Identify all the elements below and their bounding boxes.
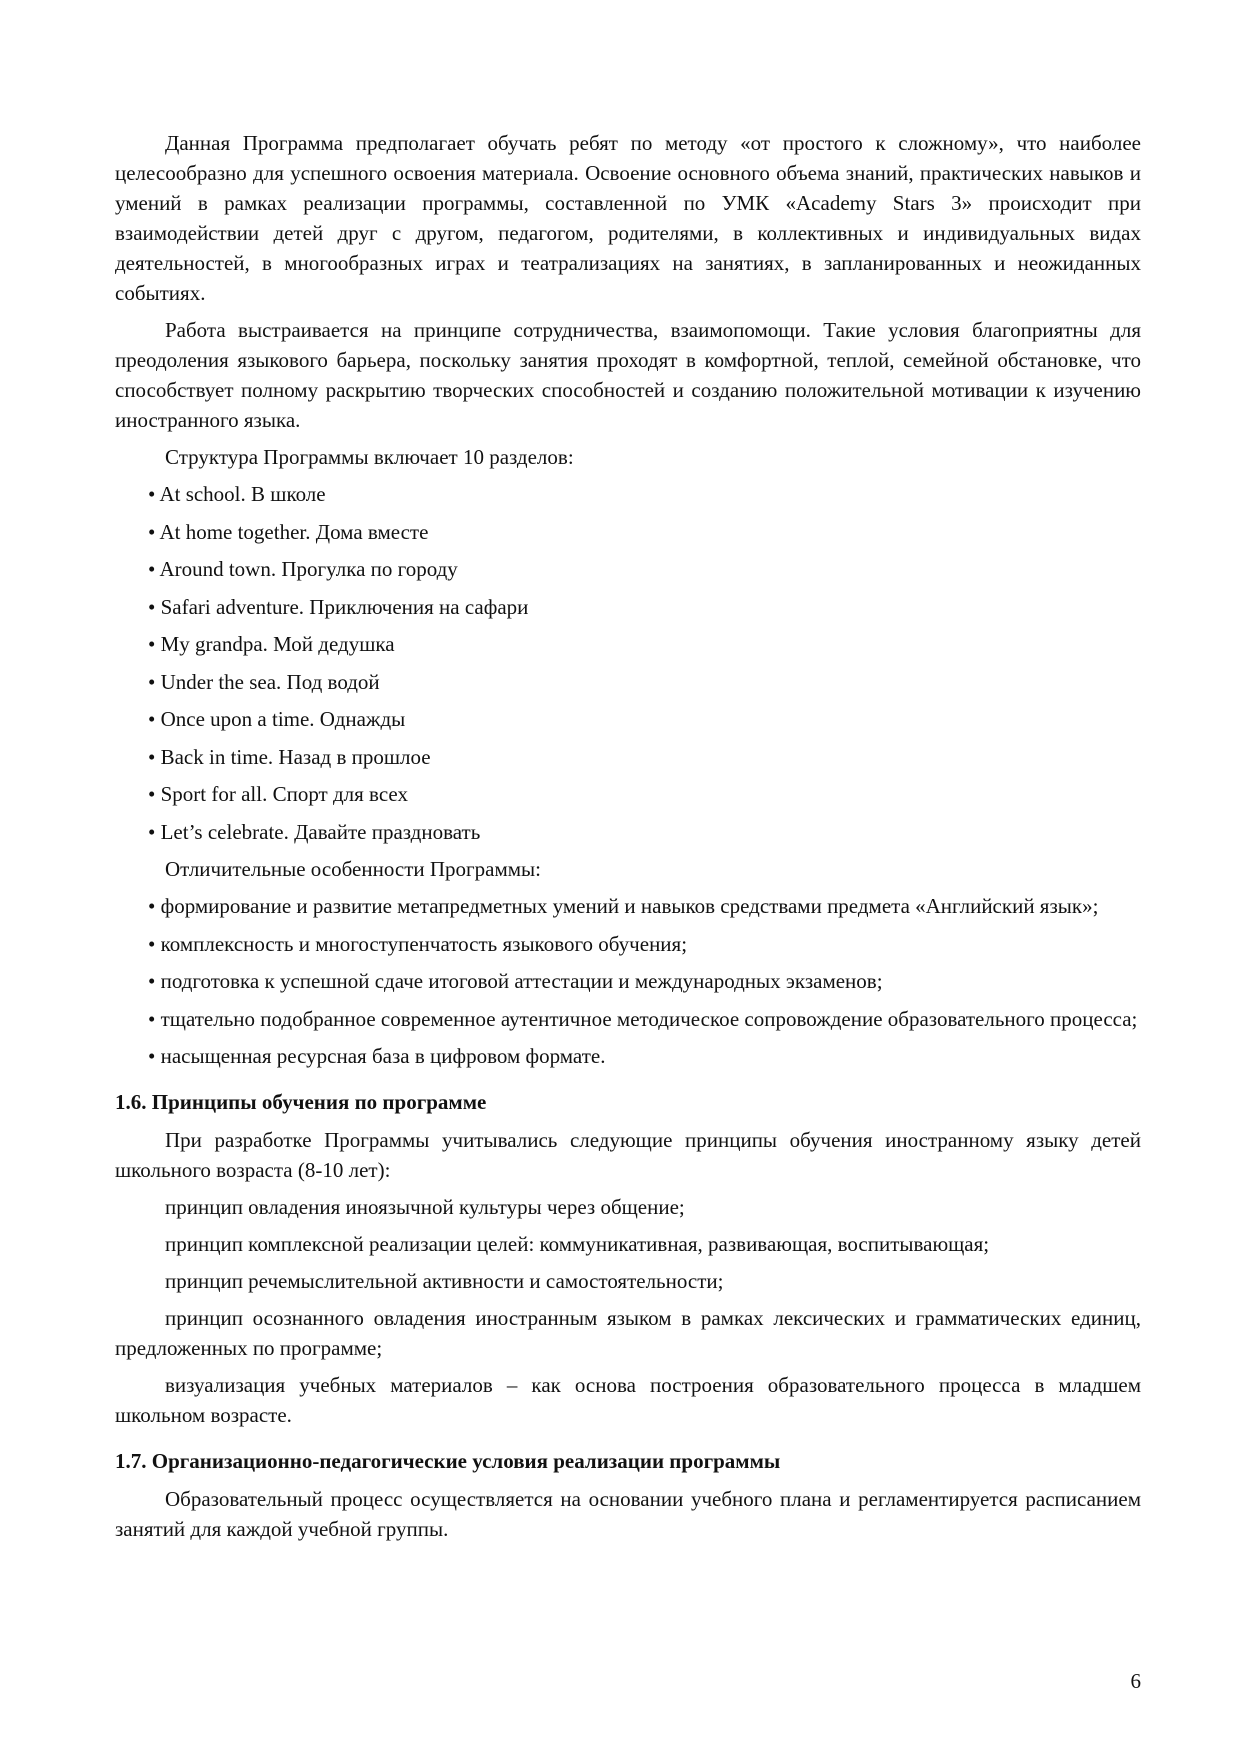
principle-item: визуализация учебных материалов – как основа построения образовательного процесса в младшем школьном возрасте. bbox=[115, 1373, 1141, 1427]
principle-item: принцип речемыслительной активности и самостоятельности; bbox=[165, 1269, 724, 1293]
list-item: • подготовка к успешной сдаче итоговой аттестации и международных экзаменов; bbox=[148, 969, 883, 993]
list-item: • Sport for all. Спорт для всех bbox=[148, 782, 408, 806]
page-content bbox=[115, 128, 1141, 1551]
principle-item: принцип осознанного овладения иностранным языком в рамках лексических и грамматических единиц, предложенных по программе; bbox=[115, 1306, 1141, 1360]
list-item: • тщательно подобранное современное аутентичное методическое сопровождение образовательного процесса; bbox=[148, 1006, 1138, 1031]
list-item: • Back in time. Назад в прошлое bbox=[148, 744, 431, 769]
principle-item: принцип овладения иноязычной культуры через общение; bbox=[165, 1195, 685, 1219]
page-number: 6 bbox=[1130, 1669, 1141, 1693]
principle-item: принцип комплексной реализации целей: коммуникативная, развивающая, воспитывающая; bbox=[165, 1232, 990, 1256]
section-heading-1-6: 1.6. Принципы обучения по программе bbox=[115, 1090, 487, 1114]
features-intro: Отличительные особенности Программы: bbox=[165, 857, 541, 881]
list-item: • At home together. Дома вместе bbox=[148, 519, 429, 544]
paragraph-cooperation: Работа выстраивается на принципе сотрудничества, взаимопомощи. Такие условия благоприятны для преодоления языкового барьера, поскольку занятия проходят в комфортной, теплой, семейной обстановке, что способствует полному раскрытию творческих способностей и созданию положительной мотивации к изучению иностранного языка. bbox=[115, 318, 1141, 432]
features-list bbox=[148, 891, 1141, 1071]
paragraph-method: Данная Программа предполагает обучать ребят по методу «от простого к сложному», что наиболее целесообразно для успешного освоения материала. Освоение основного объема знаний, практических навыков и умений в рамках реализации программы, составленной по УМК «Academy Stars 3» происходит при взаимодействии детей друг с другом, педагогом, родителями, в коллективных и индивидуальных видах деятельностей, в многообразных играх и театрализациях на занятиях, в запланированных и неожиданных событиях. bbox=[115, 131, 1141, 305]
list-item: • насыщенная ресурсная база в цифровом формате. bbox=[148, 1044, 606, 1068]
list-item: • Once upon a time. Однажды bbox=[148, 707, 406, 731]
list-item: • Around town. Прогулка по городу bbox=[148, 557, 458, 581]
list-item: • My grandpa. Мой дедушка bbox=[148, 632, 395, 656]
list-item: • At school. В школе bbox=[148, 482, 326, 506]
conditions-paragraph: Образовательный процесс осуществляется на основании учебного плана и регламентируется расписанием занятий для каждой учебной группы. bbox=[115, 1487, 1141, 1541]
list-item: • комплексность и многоступенчатость языкового обучения; bbox=[148, 931, 688, 956]
list-item: • Let’s celebrate. Давайте праздновать bbox=[148, 819, 481, 844]
structure-intro: Структура Программы включает 10 разделов: bbox=[165, 445, 574, 469]
section-heading-1-7: 1.7. Организационно-педагогические условия реализации программы bbox=[115, 1449, 781, 1473]
principles-intro: При разработке Программы учитывались следующие принципы обучения иностранному языку детей школьного возраста (8-10 лет): bbox=[115, 1128, 1141, 1182]
list-item: • Safari adventure. Приключения на сафари bbox=[148, 594, 529, 619]
list-item: • Under the sea. Под водой bbox=[148, 669, 380, 694]
list-item: • формирование и развитие метапредметных умений и навыков средствами предмета «Английский язык»; bbox=[148, 894, 1099, 918]
sections-list bbox=[148, 479, 1141, 847]
